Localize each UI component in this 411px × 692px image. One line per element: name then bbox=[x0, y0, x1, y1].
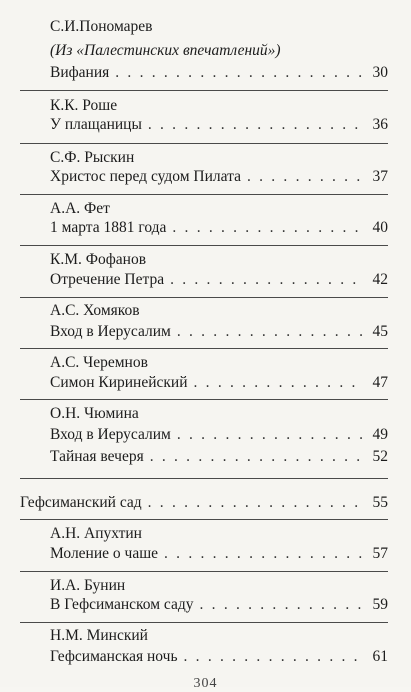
toc-title: Вход в Иерусалим bbox=[50, 426, 171, 443]
leader-dots bbox=[164, 545, 364, 563]
toc-row[interactable] bbox=[50, 374, 388, 396]
toc-page-number: 30 bbox=[372, 64, 388, 81]
toc-title: Гефсиманская ночь bbox=[50, 648, 178, 665]
toc-author: К.К. Роше bbox=[50, 97, 118, 114]
leader-dots bbox=[194, 374, 364, 392]
toc-title: Отречение Петра bbox=[50, 271, 165, 288]
toc-page-number: 47 bbox=[372, 374, 388, 391]
toc-page-number: 37 bbox=[372, 168, 388, 185]
toc-page-number: 55 bbox=[372, 494, 388, 511]
leader-dots bbox=[148, 494, 364, 512]
leader-dots bbox=[148, 116, 364, 134]
toc-title: Тайная вечеря bbox=[50, 448, 144, 465]
leader-dots bbox=[247, 168, 364, 186]
toc-author: Н.М. Минский bbox=[50, 627, 148, 644]
toc-title: Симон Киринейский bbox=[50, 374, 188, 391]
toc-title: Моление о чаше bbox=[50, 545, 159, 562]
page-number-footer: 304 bbox=[193, 676, 218, 691]
toc-title: Вход в Иерусалим bbox=[50, 323, 171, 340]
toc-author: С.Ф. Рыскин bbox=[50, 149, 135, 166]
toc-row[interactable] bbox=[50, 648, 388, 670]
toc-row[interactable] bbox=[50, 596, 388, 618]
toc-author: А.С. Черемнов bbox=[50, 354, 148, 371]
toc-row[interactable] bbox=[50, 64, 388, 86]
toc-author: О.Н. Чюмина bbox=[50, 405, 139, 422]
toc-row[interactable] bbox=[50, 323, 388, 345]
toc-row[interactable] bbox=[50, 271, 388, 293]
toc-page-number: 52 bbox=[372, 448, 388, 465]
toc-page-number: 45 bbox=[372, 323, 388, 340]
leader-dots bbox=[177, 323, 364, 341]
toc-section-title: Гефсиманский сад bbox=[20, 494, 142, 511]
divider bbox=[20, 399, 388, 400]
toc-row[interactable] bbox=[50, 448, 388, 470]
toc-title: У плащаницы bbox=[50, 116, 142, 133]
toc-author: А.Н. Апухтин bbox=[50, 525, 142, 542]
toc-title: В Гефсиманском саду bbox=[50, 596, 194, 613]
toc-row[interactable] bbox=[50, 116, 388, 138]
leader-dots bbox=[150, 448, 364, 466]
toc-page-number: 36 bbox=[372, 116, 388, 133]
divider bbox=[20, 478, 388, 479]
leader-dots bbox=[200, 596, 364, 614]
toc-row[interactable] bbox=[50, 219, 388, 241]
divider bbox=[20, 622, 388, 623]
divider bbox=[20, 571, 388, 572]
toc-row[interactable] bbox=[50, 545, 388, 567]
leader-dots bbox=[115, 64, 364, 82]
divider bbox=[20, 297, 388, 298]
toc-author: И.А. Бунин bbox=[50, 577, 126, 594]
toc-author: К.М. Фофанов bbox=[50, 251, 147, 268]
toc-page-number: 49 bbox=[372, 426, 388, 443]
toc-title: Христос перед судом Пилата bbox=[50, 168, 241, 185]
toc-row[interactable] bbox=[50, 426, 388, 448]
toc-note: (Из «Палестинских впечатлений») bbox=[50, 42, 281, 59]
toc-author: С.И.Пономарев bbox=[50, 18, 153, 35]
divider bbox=[20, 90, 388, 91]
toc-row[interactable] bbox=[50, 168, 388, 190]
leader-dots bbox=[170, 271, 364, 289]
toc-page-number: 61 bbox=[372, 648, 388, 665]
leader-dots bbox=[184, 648, 364, 666]
divider bbox=[20, 519, 388, 520]
toc-page-number: 59 bbox=[372, 596, 388, 613]
divider bbox=[20, 194, 388, 195]
toc-section-row[interactable] bbox=[20, 494, 388, 516]
toc-author: А.А. Фет bbox=[50, 200, 110, 217]
divider bbox=[20, 245, 388, 246]
toc-page-number: 42 bbox=[372, 271, 388, 288]
leader-dots bbox=[177, 426, 364, 444]
leader-dots bbox=[172, 219, 364, 237]
toc-page-number: 57 bbox=[372, 545, 388, 562]
toc-page-number: 40 bbox=[372, 219, 388, 236]
divider bbox=[20, 348, 388, 349]
toc-title: Вифания bbox=[50, 64, 110, 81]
toc-author: А.С. Хомяков bbox=[50, 302, 140, 319]
divider bbox=[20, 143, 388, 144]
toc-title: 1 марта 1881 года bbox=[50, 219, 167, 236]
